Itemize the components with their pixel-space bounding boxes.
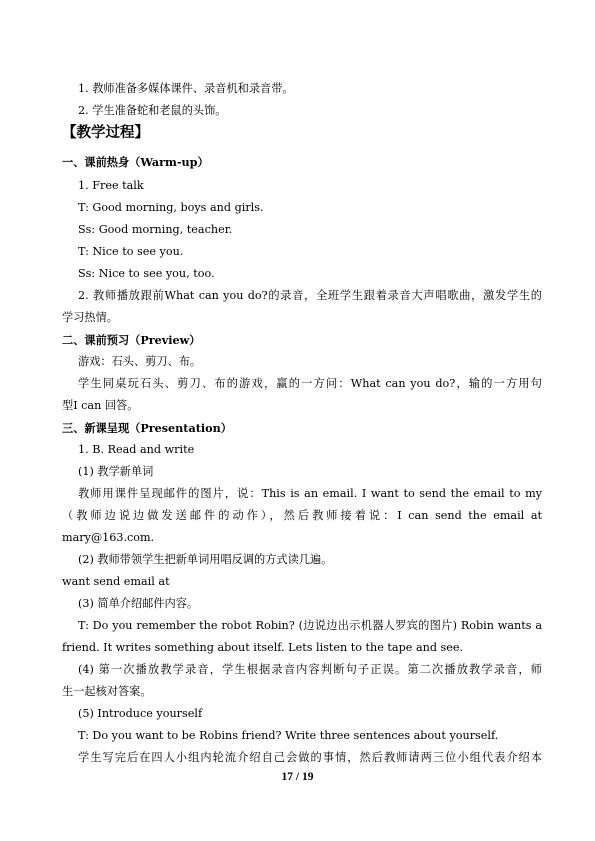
warmup-heading: 一、课前热身（Warm-up） <box>62 155 209 169</box>
warmup-line-6: 2. 教师播放跟前What can you do?的录音，全班学生跟着录音大声唱歌曲，激发学生的 <box>78 289 542 302</box>
warmup-line-5: Ss: Nice to see you, too. <box>78 267 215 280</box>
presentation-line-15: 学生写完后在四人小组内轮流介绍自己会做的事情，然后教师请两三位小组代表介绍本 <box>78 751 542 764</box>
process-heading: 【教学过程】 <box>62 124 149 141</box>
presentation-line-1: 1. B. Read and write <box>78 443 195 456</box>
presentation-heading: 三、新课呈现（Presentation） <box>62 421 232 435</box>
presentation-line-4: （教师边说边做发送邮件的动作），然后教师接着说：I can send the email at <box>62 509 542 522</box>
presentation-line-3: 教师用课件呈现邮件的图片，说：This is an email. I want to send the email to my <box>78 487 542 500</box>
page-number: 17 / 19 <box>281 771 314 783</box>
presentation-line-13: (5) Introduce yourself <box>78 707 203 720</box>
presentation-line-10: friend. It writes something about itself. Lets listen to the tape and see. <box>62 641 464 654</box>
presentation-line-6: (2) 教师带领学生把新单词用唱反调的方式读几遍。 <box>78 553 333 566</box>
presentation-line-9: T: Do you remember the robot Robin? (边说边出示机器人罗宾的图片) Robin wants a <box>78 619 542 632</box>
presentation-line-12: 生一起核对答案。 <box>62 685 152 698</box>
preview-line-2: 学生同桌玩石头、剪刀、布的游戏，赢的一方问：What can you do?，输的一方用句 <box>78 377 542 390</box>
preview-heading: 二、课前预习（Preview） <box>62 333 201 347</box>
presentation-line-8: (3) 简单介绍邮件内容。 <box>78 597 199 610</box>
preview-line-3: 型I can 回答。 <box>62 399 139 412</box>
presentation-line-5: mary@163.com. <box>62 531 155 544</box>
warmup-line-3: Ss: Good morning, teacher. <box>78 223 233 236</box>
presentation-line-7: want send email at <box>62 575 170 588</box>
warmup-line-2: T: Good morning, boys and girls. <box>78 201 264 214</box>
prep-item-1: 1. 教师准备多媒体课件、录音机和录音带。 <box>78 82 294 95</box>
warmup-line-7: 学习热情。 <box>62 311 118 324</box>
presentation-line-11: (4) 第一次播放教学录音，学生根据录音内容判断句子正误。第二次播放教学录音，师 <box>78 663 542 676</box>
prep-item-2: 2. 学生准备蛇和老鼠的头饰。 <box>78 104 227 117</box>
warmup-line-4: T: Nice to see you. <box>78 245 184 258</box>
presentation-line-2: (1) 教学新单词 <box>78 465 154 478</box>
warmup-line-1: 1. Free talk <box>78 179 144 192</box>
presentation-line-14: T: Do you want to be Robins friend? Write three sentences about yourself. <box>78 729 499 742</box>
preview-line-1: 游戏：石头、剪刀、布。 <box>78 355 202 368</box>
